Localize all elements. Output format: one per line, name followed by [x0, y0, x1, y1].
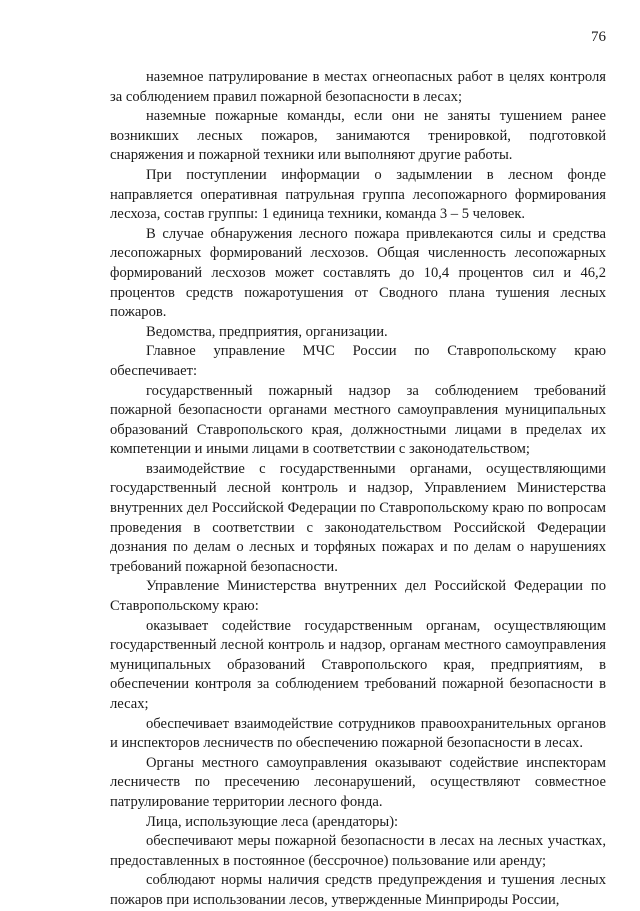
paragraph: Лица, использующие леса (арендаторы): [146, 813, 399, 830]
paragraph: Главное управление МЧС России по Ставропольскому краю обеспечивает: [110, 343, 606, 379]
paragraph: государственный пожарный надзор за соблюдением требований пожарной безопасности органами местного самоуправления муниципальных образований Ставропольского края, должностными лицами в пределах их компетенции и иными лицами в соответствии с законодательством; [110, 382, 606, 458]
paragraph: оказывает содействие государственным органам, осуществляющим государственный лесной контроль и надзор, органам местного самоуправления муниципальных образований Ставропольского края, предприятиям, в обеспечении контроля за соблюдением требований пожарной безопасности в лесах; [110, 617, 606, 712]
paragraph: обеспечивает взаимодействие сотрудников правоохранительных органов и инспекторов лесничеств по обеспечению пожарной безопасности в лесах. [110, 715, 606, 752]
paragraph: наземное патрулирование в местах огнеопасных работ в целях контроля за соблюдением правил пожарной безопасности в лесах; [110, 69, 606, 105]
paragraph: обеспечивают меры пожарной безопасности в лесах на лесных участках, предоставленных в постоянное (бессрочное) пользование или аренду; [110, 833, 606, 869]
paragraph: взаимодействие с государственными органами, осуществляющими государственный лесной контроль и надзор, Управлением Министерства внутренних дел Российской Федерации по Ставропольскому краю по вопросам проведения в соответствии с законодательством Российской Федерации дознания по делам о лесных и торфяных пожарах и по делам о нарушениях требований пожарной безопасности. [110, 460, 606, 575]
paragraph: При поступлении информации о задымлении в лесном фонде направляется оперативная патрульная группа лесопожарного формирования лесхоза, состав группы: 1 единица техники, команда 3 – 5 человек. [110, 166, 606, 223]
body-text [110, 68, 606, 911]
paragraph: наземные пожарные команды, если они не заняты тушением ранее возникших лесных пожаров, занимаются тренировкой, подготовкой снаряжения и пожарной техники или выполняют другие работы. [110, 108, 606, 164]
page-number: 76 [591, 29, 606, 45]
paragraph: Управление Министерства внутренних дел Российской Федерации по Ставропольскому краю: [110, 578, 606, 615]
paragraph: В случае обнаружения лесного пожара привлекаются силы и средства лесопожарных формирований лесхозов. Общая численность лесопожарных формирований лесхозов может составлять до 10,4 процентов сил и 46,2 процентов средств пожаротушения от Сводного плана тушения лесных пожаров. [110, 225, 606, 321]
paragraph: Ведомства, предприятия, организации. [146, 323, 388, 340]
paragraph: соблюдают нормы наличия средств предупреждения и тушения лесных пожаров при использовании лесов, утвержденные Минприроды России, [110, 872, 606, 908]
paragraph: Органы местного самоуправления оказывают содействие инспекторам лесничеств по пресечению лесонарушений, осуществляют совместное патрулирование территории лесного фонда. [110, 754, 606, 810]
